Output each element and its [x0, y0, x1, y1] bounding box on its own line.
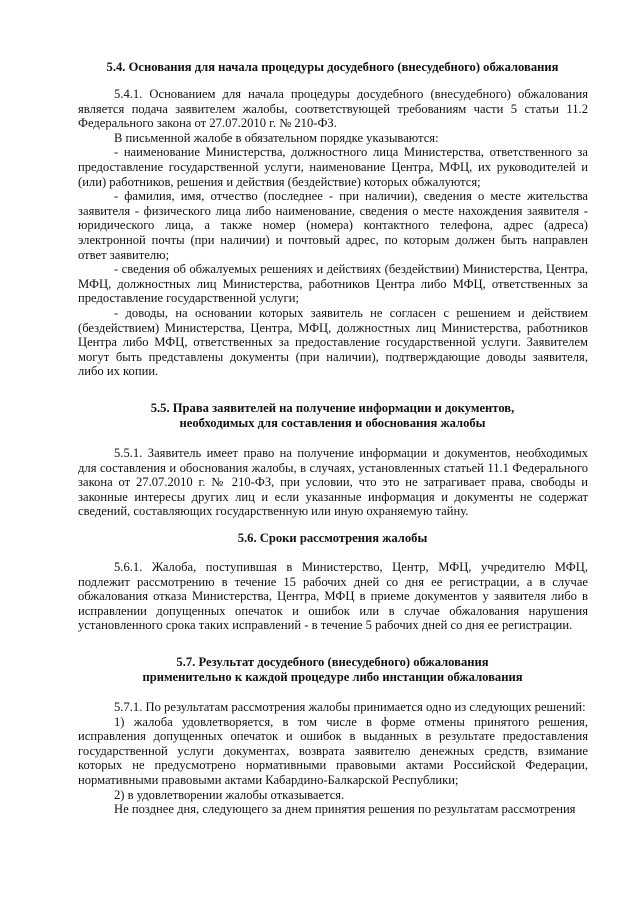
section-5-7-heading-line2: применительно к каждой процедуре либо инстанции обжалования	[142, 670, 523, 684]
paragraph-5-6-1: 5.6.1. Жалоба, поступившая в Министерство, Центр, МФЦ, учредителю МФЦ, подлежит рассмотрению в течение 15 рабочих дней со дня ее регистрации, а в случае обжалования отказа Министерства, Центра, МФЦ в приеме документов у заявителя либо в исправлении допущенных опечаток и ошибок или в случае обжалования нарушения установленного срока таких исправлений - в течение 5 рабочих дней со дня ее регистрации.	[78, 560, 588, 633]
section-5-7-heading-line1: 5.7. Результат досудебного (внесудебного) обжалования	[176, 655, 489, 669]
list-item-arguments: - доводы, на основании которых заявитель не согласен с решением и действием (бездействием) Министерства, Центра, МФЦ, должностных лиц Министерства, работников Центра либо МФЦ, ответственных за предоставление государственной услуги. Заявителем могут быть представлены документы (при наличии), подтверждающие доводы заявителя, либо их копии.	[78, 305, 588, 379]
section-5-5-heading-line1: 5.5. Права заявителей на получение информации и документов,	[150, 401, 515, 415]
section-5-7-heading	[60, 655, 605, 685]
paragraph-5-4-1: 5.4.1. Основанием для начала процедуры досудебного (внесудебного) обжалования является подача заявителем жалобы, соответствующей требованиям части 5 статьи 11.2 Федерального закона от 27.07.2010 г. № 210-ФЗ.	[78, 87, 588, 131]
paragraph-5-5-1: 5.5.1. Заявитель имеет право на получение информации и документов, необходимых для составления и обоснования жалобы, в случаях, установленных статьей 11.1 Федерального закона от 27.07.2010 г. № 210-ФЗ, при условии, что это не затрагивает права, свободы и законные интересы других лиц и если указанные информация и документы не содержат сведений, составляющих государственную или иную охраняемую тайну.	[78, 446, 588, 519]
section-5-5-heading-line2: необходимых для составления и обоснования жалобы	[179, 416, 486, 430]
section-5-4-heading: 5.4. Основания для начала процедуры досудебного (внесудебного) обжалования	[106, 60, 559, 74]
paragraph-complaint-intro: В письменной жалобе в обязательном порядке указываются:	[114, 130, 439, 145]
paragraph-5-7-1: 5.7.1. По результатам рассмотрения жалобы принимается одно из следующих решений:	[114, 700, 586, 714]
list-item-applicant-info: - фамилия, имя, отчество (последнее - при наличии), сведения о месте жительства заявителя - физического лица либо наименование, сведения о месте нахождения заявителя - юридического лица, а также номер (номера) контактного телефона, адрес (адреса) электронной почты (при наличии) и почтовый адрес, по которым должен быть направлен ответ заявителю;	[78, 189, 588, 262]
section-5-5-heading	[60, 401, 605, 431]
list-item-ministry-name: - наименование Министерства, должностного лица Министерства, ответственного за предоставление государственной услуги, наименование Центра, МФЦ, их руководителей и (или) работников, решения и действия (бездействие) которых обжалуются;	[78, 145, 588, 189]
section-5-7-body	[78, 700, 588, 817]
list-item-complaint-satisfied: 1) жалоба удовлетворяется, в том числе в форме отмены принятого решения, исправления допущенных опечаток и ошибок в выданных в результате предоставления государственной услуги документах, возврата заявителю денежных средств, взимание которых не предусмотрено нормативными правовыми актами Российской Федерации, нормативными правовыми актами Кабардино-Балкарской Республики;	[78, 714, 588, 787]
section-5-5-body	[78, 446, 588, 519]
section-5-6-body	[78, 560, 588, 633]
section-5-4-body	[78, 87, 588, 379]
paragraph-response-deadline: Не позднее дня, следующего за днем принятия решения по результатам рассмотрения	[114, 802, 576, 817]
section-5-6-heading: 5.6. Сроки рассмотрения жалобы	[237, 531, 428, 545]
list-item-complaint-rejected: 2) в удовлетворении жалобы отказывается.	[114, 787, 345, 802]
list-item-appealed-decisions: - сведения об обжалуемых решениях и действиях (бездействии) Министерства, Центра, МФЦ, должностных лиц Министерства, работников Центра либо МФЦ, ответственных за предоставление государственной услуги;	[78, 262, 588, 306]
